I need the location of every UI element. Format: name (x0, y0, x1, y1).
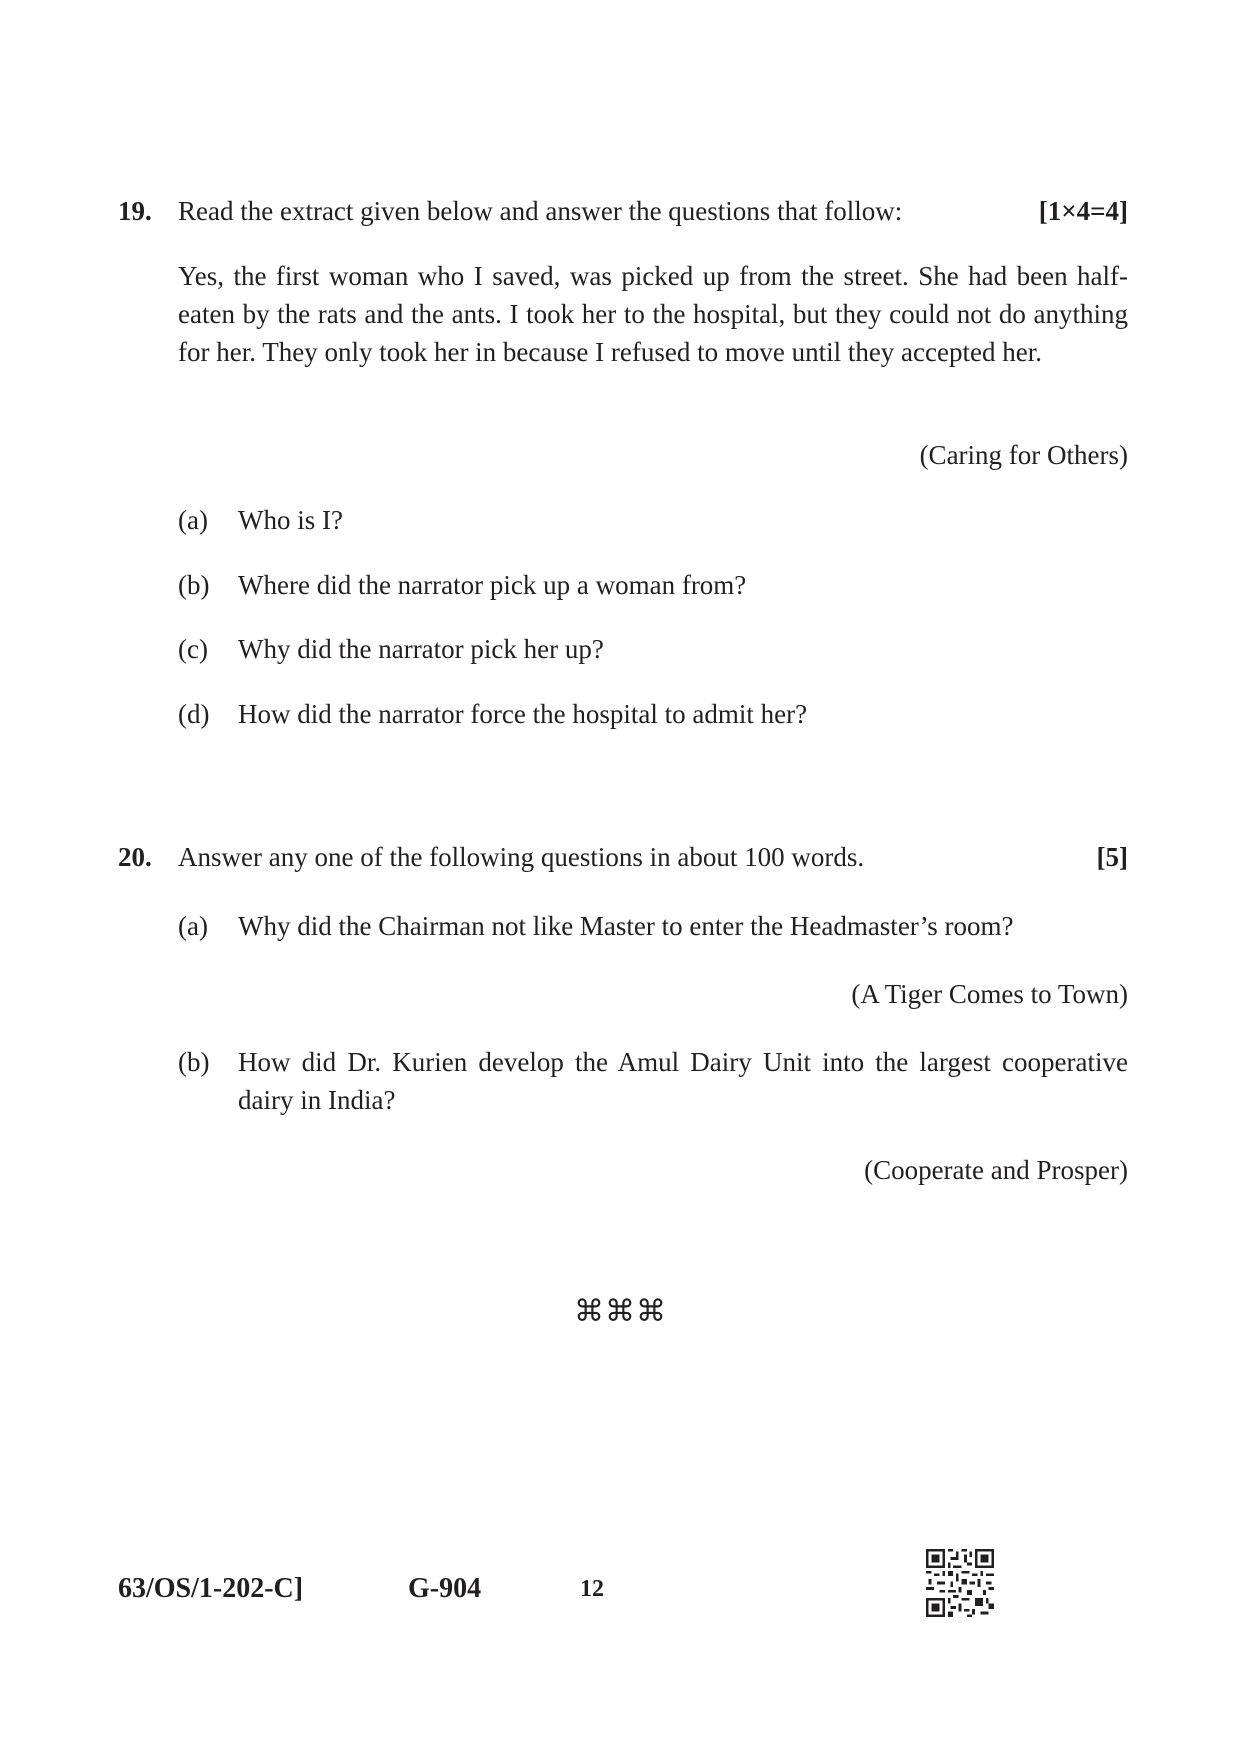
extract-passage: Yes, the first woman who I saved, was picked up from the street. She had been half-eaten by the rats and the ants. I took her to the hospital, but they could not do anything for her. They only took her in because I refused to move until they accepted her. (178, 261, 1128, 367)
page-number: 12 (580, 1576, 604, 1602)
extract-source: (Caring for Others) (919, 440, 1128, 470)
sub-question-text: Who is I? (238, 505, 343, 535)
sub-question-text: How did the narrator force the hospital to admit her? (238, 699, 808, 729)
question-number: 20. (118, 842, 152, 872)
end-ornament: ⌘⌘⌘ (574, 1294, 667, 1329)
sub-question-source: (A Tiger Comes to Town) (851, 979, 1128, 1009)
footer-code: 63/OS/1-202-C] (118, 1573, 304, 1604)
sub-question-text: How did Dr. Kurien develop the Amul Dairy Unit into the largest cooperative dairy in India? (238, 1047, 1128, 1115)
sub-question-label: (a) (178, 505, 208, 535)
sub-question-label: (c) (178, 634, 208, 664)
sub-question-label: (b) (178, 1047, 210, 1077)
sub-question-source: (Cooperate and Prosper) (864, 1155, 1128, 1185)
sub-question-label: (a) (178, 911, 208, 941)
sub-question-text: Why did the Chairman not like Master to enter the Headmaster’s room? (238, 911, 1014, 941)
sub-question-label: (b) (178, 570, 210, 600)
question-instruction: Answer any one of the following questions in about 100 words. (178, 842, 865, 872)
sub-question-text: Where did the narrator pick up a woman from? (238, 570, 747, 600)
sub-question-label: (d) (178, 699, 210, 729)
question-marks: [1×4=4] (1038, 196, 1128, 226)
question-marks: [5] (1096, 842, 1128, 872)
sub-question-text: Why did the narrator pick her up? (238, 634, 604, 664)
question-instruction: Read the extract given below and answer the questions that follow: (178, 196, 903, 226)
question-number: 19. (118, 196, 152, 226)
qr-code-icon (926, 1549, 994, 1617)
footer-series: G-904 (408, 1573, 482, 1604)
